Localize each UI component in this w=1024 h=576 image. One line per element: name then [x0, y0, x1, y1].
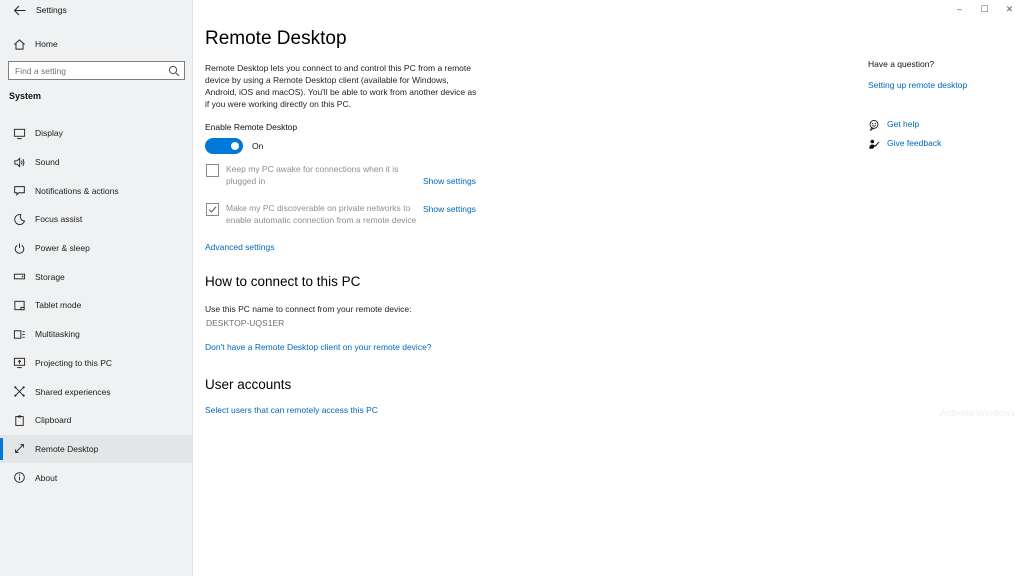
- search-icon[interactable]: [167, 64, 181, 78]
- pc-name-instruction: Use this PC name to connect from your remote device:: [205, 304, 412, 314]
- back-button[interactable]: [8, 1, 30, 19]
- sidebar-item-label: Clipboard: [35, 415, 72, 426]
- advanced-settings-link[interactable]: Advanced settings: [205, 242, 275, 252]
- show-settings-link-2[interactable]: Show settings: [423, 204, 476, 214]
- app-title: Settings: [36, 5, 67, 15]
- get-help-icon: [868, 118, 880, 130]
- shared-experiences-icon: [13, 385, 26, 398]
- power-icon: [13, 242, 26, 255]
- user-accounts-heading: User accounts: [205, 377, 292, 392]
- discoverable-label: Make my PC discoverable on private networks to enable automatic connection from a remote device: [226, 203, 417, 225]
- sidebar-item-sound[interactable]: [0, 148, 192, 177]
- remote-desktop-client-link[interactable]: Don't have a Remote Desktop client on your remote device?: [205, 342, 432, 352]
- sidebar-item-label: Tablet mode: [35, 300, 82, 311]
- sidebar-item-label: Focus assist: [35, 214, 83, 225]
- window-controls: [947, 0, 1022, 18]
- sidebar-item-label: Storage: [35, 271, 65, 282]
- tablet-mode-icon: [13, 299, 26, 312]
- sidebar-item-label: Shared experiences: [35, 386, 111, 397]
- sidebar-item-label: About: [35, 472, 58, 483]
- display-icon: [13, 127, 26, 140]
- sidebar-item-label: Notifications & actions: [35, 185, 119, 196]
- keep-awake-checkbox[interactable]: [206, 164, 219, 177]
- toggle-state-label: On: [252, 141, 264, 151]
- sidebar-item-display[interactable]: [0, 119, 192, 148]
- projecting-icon: [13, 356, 26, 369]
- sidebar-item-label: Display: [35, 128, 63, 139]
- search-box[interactable]: [8, 61, 185, 80]
- connect-section-heading: How to connect to this PC: [205, 274, 361, 289]
- toggle-knob: [231, 142, 239, 150]
- search-input[interactable]: [9, 66, 167, 76]
- sidebar-item-clipboard[interactable]: [0, 406, 192, 435]
- sidebar-item-label: Power & sleep: [35, 243, 90, 254]
- multitasking-icon: [13, 328, 26, 341]
- sidebar-item-power-sleep[interactable]: [0, 234, 192, 263]
- sidebar-item-about[interactable]: [0, 463, 192, 492]
- sidebar-item-projecting[interactable]: [0, 349, 192, 378]
- about-icon: [13, 471, 26, 484]
- give-feedback-icon: [868, 137, 880, 149]
- keep-awake-label: Keep my PC awake for connections when it is plugged in: [226, 164, 399, 186]
- sidebar-item-label: Sound: [35, 157, 60, 168]
- pc-name-value: DESKTOP-UQS1ER: [206, 318, 285, 328]
- sidebar-item-remote-desktop[interactable]: [0, 435, 192, 464]
- minimize-button[interactable]: –: [956, 4, 962, 14]
- notifications-icon: [13, 184, 26, 197]
- sidebar-home-label: Home: [35, 39, 58, 49]
- sidebar-item-label: Projecting to this PC: [35, 357, 113, 368]
- get-help-link[interactable]: Get help: [887, 119, 920, 129]
- storage-icon: [13, 270, 26, 283]
- checkmark-icon: [207, 204, 218, 215]
- maximize-button[interactable]: ☐: [980, 3, 989, 14]
- sidebar-item-focus-assist[interactable]: [0, 205, 192, 234]
- sidebar-nav: [0, 119, 192, 492]
- close-button[interactable]: ✕: [1005, 3, 1014, 14]
- discoverable-checkbox[interactable]: [206, 203, 219, 216]
- focus-assist-icon: [13, 213, 26, 226]
- sidebar-item-shared-experiences[interactable]: [0, 377, 192, 406]
- enable-remote-desktop-toggle[interactable]: [205, 138, 243, 154]
- sidebar-item-label: Remote Desktop: [35, 443, 99, 454]
- sidebar-section-system: System: [9, 91, 42, 101]
- sidebar-item-multitasking[interactable]: [0, 320, 192, 349]
- clipboard-icon: [13, 414, 26, 427]
- sound-icon: [13, 156, 26, 169]
- setting-up-remote-desktop-link[interactable]: Setting up remote desktop: [868, 80, 968, 90]
- remote-desktop-icon: [13, 442, 26, 455]
- keep-awake-option: [206, 164, 420, 187]
- have-a-question-label: Have a question?: [868, 59, 935, 69]
- sidebar-item-label: Multitasking: [35, 329, 80, 340]
- show-settings-link-1[interactable]: Show settings: [423, 176, 476, 186]
- back-arrow-icon: [13, 5, 26, 16]
- discoverable-option: [206, 203, 420, 226]
- activate-windows-watermark: Activate Windows: [940, 408, 1015, 419]
- sidebar-item-tablet-mode[interactable]: [0, 291, 192, 320]
- sidebar-item-home[interactable]: [0, 34, 192, 54]
- give-feedback-link[interactable]: Give feedback: [887, 138, 942, 148]
- main-content: [205, 0, 765, 576]
- settings-sidebar: [0, 0, 193, 576]
- enable-remote-desktop-label: Enable Remote Desktop: [205, 122, 298, 132]
- sidebar-item-storage[interactable]: [0, 262, 192, 291]
- page-title: Remote Desktop: [205, 28, 347, 49]
- home-icon: [13, 38, 26, 51]
- page-description: Remote Desktop lets you connect to and control this PC from a remote device by using a Remote Desktop client (available for Windows, Android, iOS and macOS). You'll be able to work from another device as if you were working directly on this PC.: [205, 63, 477, 109]
- select-users-link[interactable]: Select users that can remotely access this PC: [205, 405, 378, 415]
- sidebar-item-notifications[interactable]: [0, 176, 192, 205]
